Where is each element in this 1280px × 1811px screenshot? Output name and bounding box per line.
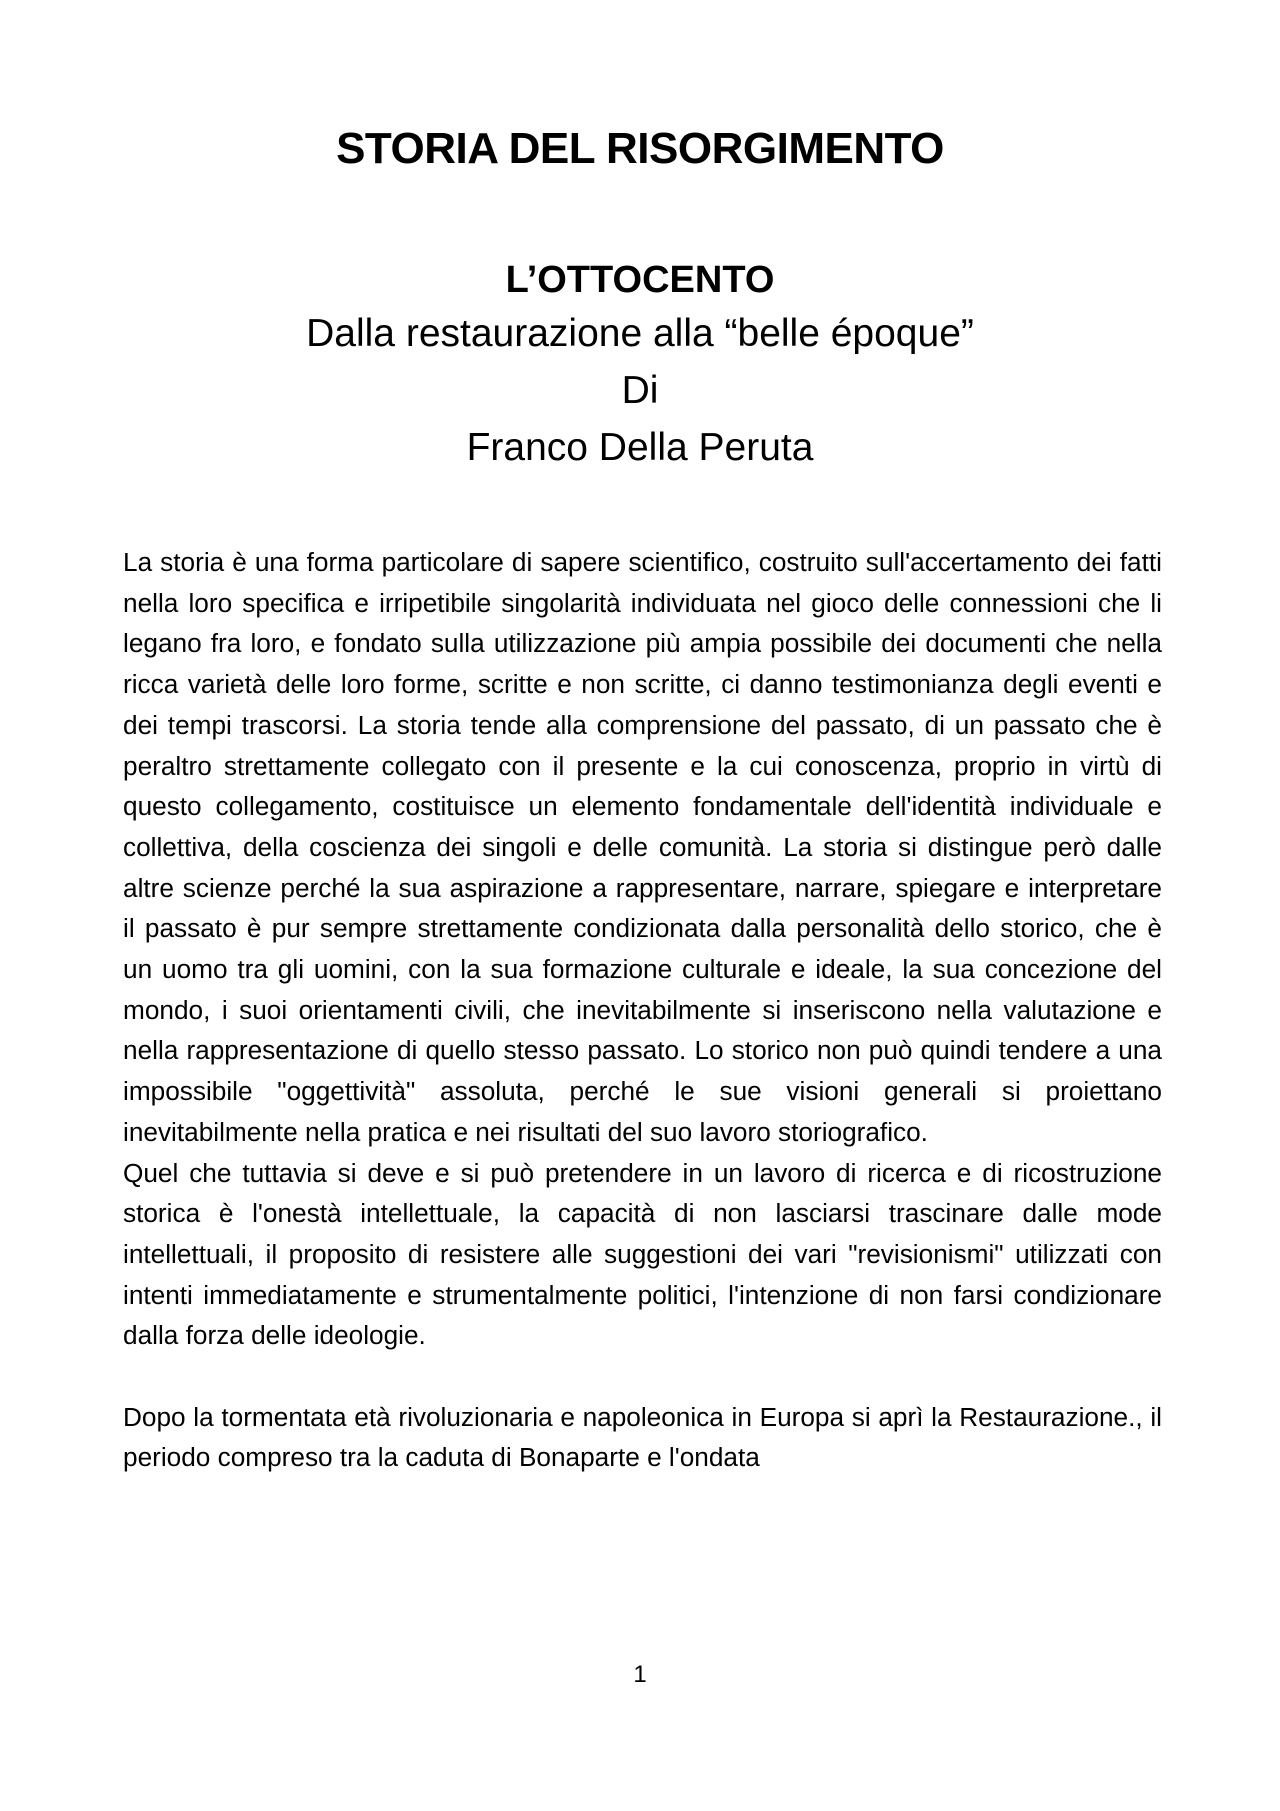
subtitle-block bbox=[0, 255, 1280, 476]
page-number: 1 bbox=[633, 1661, 647, 1688]
subtitle: Dalla restaurazione alla “belle époque” bbox=[306, 312, 974, 355]
author-name: Franco Della Peruta bbox=[466, 426, 814, 469]
paragraph: La storia è una forma particolare di sapere scientifico, costruito sull'accertamento dei fatti nella loro specifica e irripetibile singolarità individuata nel gioco delle connessioni che li legano fra loro, e fondato sulla utilizzazione più ampia possibile dei documenti che nella ricca varietà delle loro forme, scritte e non scritte, ci danno testimonianza degli eventi e dei tempi trascorsi. La storia tende alla comprensione del passato, di un passato che è peraltro strettamente collegato con il presente e la cui conoscenza, proprio in virtù di questo collegamento, costituisce un elemento fondamentale dell'identità individuale e collettiva, della coscienza dei singoli e delle comunità. La storia si distingue però dalle altre scienze perché la sua aspirazione a rappresentare, narrare, spiegare e interpretare il passato è pur sempre strettamente condizionata dalla personalità dello storico, che è un uomo tra gli uomini, con la sua formazione culturale e ideale, la sua concezione del mondo, i suoi orientamenti civili, che inevitabilmente si inseriscono nella valutazione e nella rappresentazione di quello stesso passato. Lo storico non può quindi tendere a una impossibile "oggettività" assoluta, perché le sue visioni generali si proiettano inevitabilmente nella pratica e nei risultati del suo lavoro storiografico. bbox=[123, 547, 1162, 1147]
paragraph: Dopo la tormentata età rivoluzionaria e napoleonica in Europa si aprì la Restaurazione., il periodo compreso tra la caduta di Bonaparte e l'ondata bbox=[123, 1401, 1162, 1473]
by-label: Di bbox=[621, 369, 659, 412]
body-text bbox=[123, 542, 1162, 1478]
section-title: L’OTTOCENTO bbox=[505, 259, 775, 301]
document-title: STORIA DEL RISORGIMENTO bbox=[336, 124, 944, 173]
paragraph: Quel che tuttavia si deve e si può pretendere in un lavoro di ricerca e di ricostruzione storica è l'onestà intellettuale, la capacità di non lasciarsi trascinare dalle mode intellettuali, il proposito di resistere alle suggestioni dei vari "revisionismi" utilizzati con intenti immediatamente e strumentalmente politici, l'intenzione di non farsi condizionare dalla forza delle ideologie. bbox=[123, 1157, 1162, 1351]
